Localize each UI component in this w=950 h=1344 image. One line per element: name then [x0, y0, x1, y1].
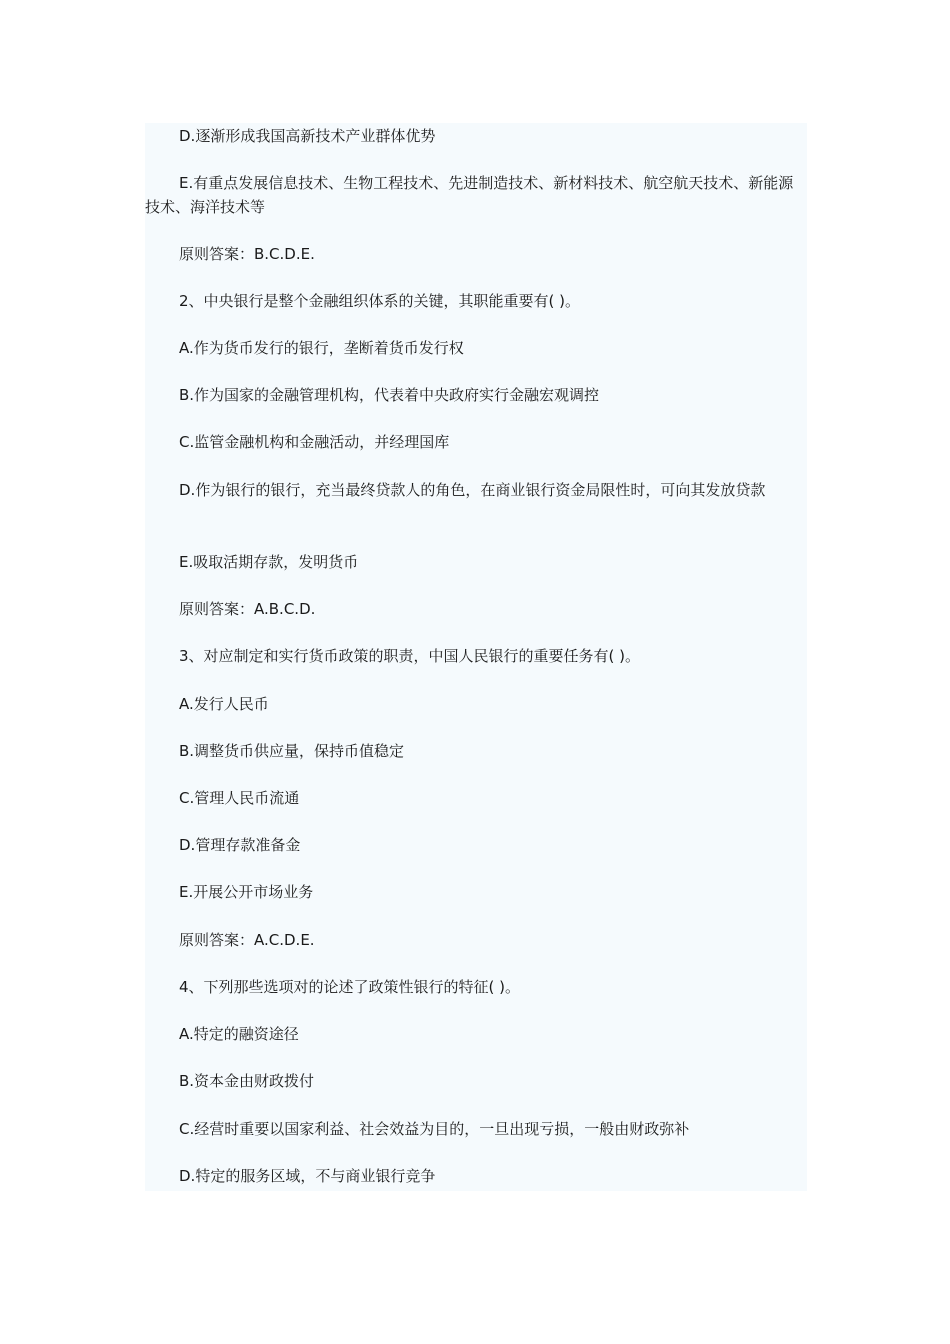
option-c-q3: C.管理人民币流通 [179, 789, 300, 807]
option-b-q2: B.作为国家的金融管理机构，代表着中央政府实行金融宏观调控 [179, 386, 600, 404]
option-e-q1: E.有重点发展信息技术、生物工程技术、先进制造技术、新材料技术、航空航天技术、新能源技术、海洋技术等 [145, 174, 794, 216]
option-a-q3: A.发行人民币 [179, 695, 269, 713]
option-d-q4: D.特定的服务区域，不与商业银行竞争 [179, 1167, 436, 1185]
option-d-q2: D.作为银行的银行，充当最终贷款人的角色，在商业银行资金局限性时，可向其发放贷款 [179, 481, 766, 499]
question-3: 3、对应制定和实行货币政策的职责，中国人民银行的重要任务有( )。 [179, 647, 641, 665]
question-2: 2、中央银行是整个金融组织体系的关键，其职能重要有( )。 [179, 292, 581, 310]
answer-q3: 原则答案：A.C.D.E. [179, 931, 315, 949]
option-a-q2: A.作为货币发行的银行，垄断着货币发行权 [179, 339, 464, 357]
option-e-q3: E.开展公开市场业务 [179, 883, 314, 901]
question-4: 4、下列那些选项对的论述了政策性银行的特征( )。 [179, 978, 521, 996]
option-b-q4: B.资本金由财政拨付 [179, 1072, 315, 1090]
answer-q2: 原则答案：A.B.C.D. [179, 600, 316, 618]
answer-q1: 原则答案：B.C.D.E. [179, 245, 315, 263]
option-c-q2: C.监管金融机构和金融活动，并经理国库 [179, 433, 450, 451]
option-e-q2: E.吸取活期存款，发明货币 [179, 553, 359, 571]
option-c-q4: C.经营时重要以国家利益、社会效益为目的，一旦出现亏损，一般由财政弥补 [179, 1120, 690, 1138]
document-content [145, 123, 807, 1191]
option-b-q3: B.调整货币供应量，保持币值稳定 [179, 742, 405, 760]
option-d-q1: D.逐渐形成我国高新技术产业群体优势 [179, 127, 436, 145]
option-d-q3: D.管理存款准备金 [179, 836, 301, 854]
option-a-q4: A.特定的融资途径 [179, 1025, 299, 1043]
